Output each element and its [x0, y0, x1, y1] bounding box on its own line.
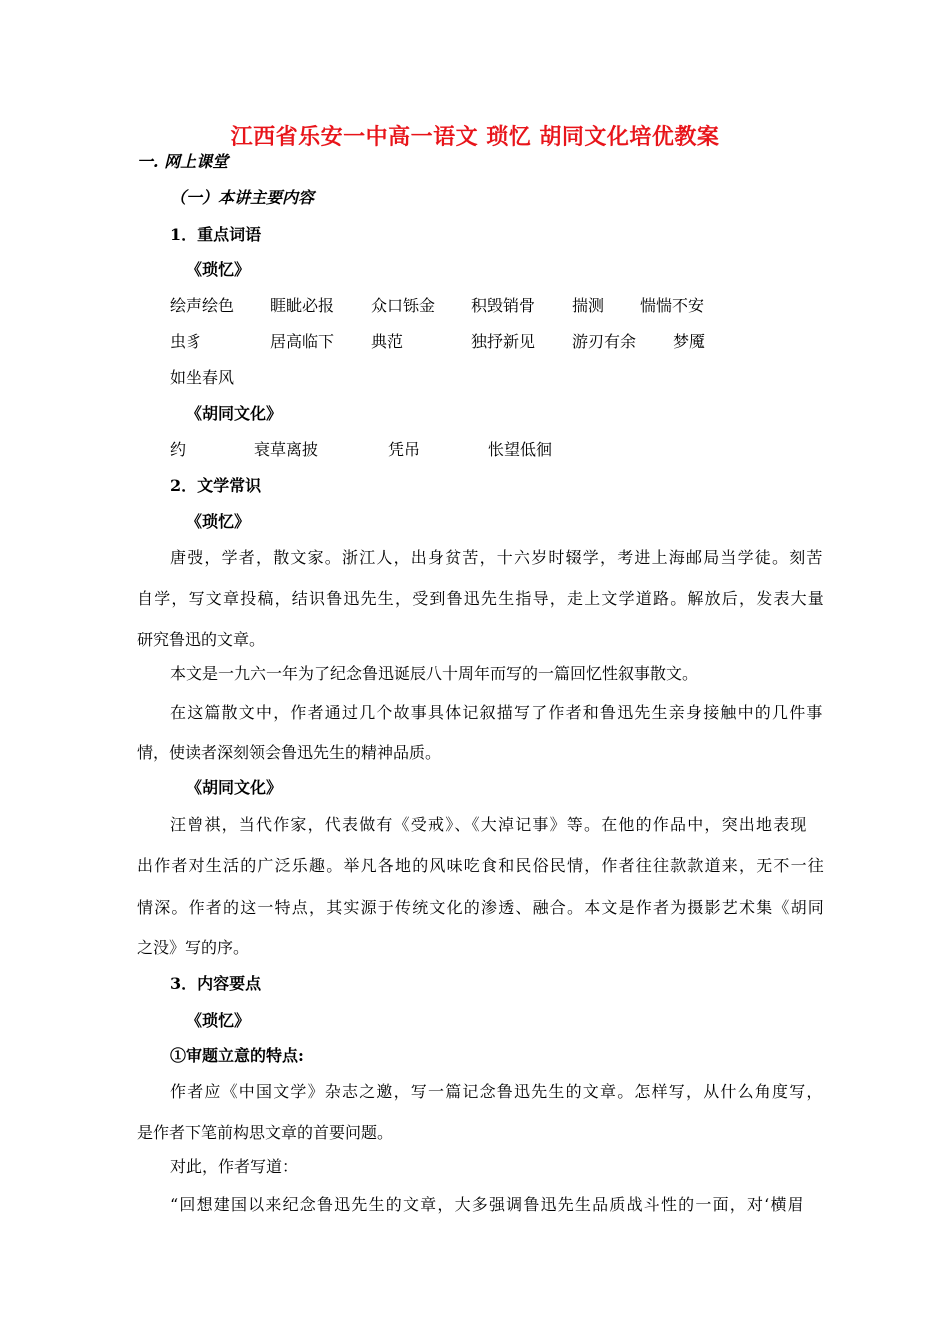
work-title-suoyi: 《琐忆》 — [186, 1011, 251, 1030]
paragraph-line: 在这篇散文中，作者通过几个故事具体记叙描写了作者和鲁迅先生亲身接触中的几件事 — [170, 703, 824, 722]
paragraph-line: 之没》写的序。 — [137, 938, 250, 957]
paragraph-line: 唐弢，学者，散文家。浙江人，出身贫苦，十六岁时辍学，考进上海邮局当学徒。刻苦 — [170, 548, 824, 567]
vocab-word: 凭吊 — [388, 440, 421, 459]
work-title-suoyi: 《琐忆》 — [186, 512, 251, 531]
paragraph-line: 是作者下笔前构思文章的首要问题。 — [137, 1123, 394, 1142]
vocab-word: 虫豸 — [170, 332, 203, 351]
work-title-hutong: 《胡同文化》 — [186, 778, 283, 797]
heading-key-points: 3．内容要点 — [170, 974, 262, 993]
work-title-hutong: 《胡同文化》 — [186, 404, 283, 423]
subsection-heading: （一）本讲主要内容 — [170, 188, 315, 207]
vocab-word: 独抒新见 — [471, 332, 536, 351]
paragraph-line: 自学，写文章投稿，结识鲁迅先生，受到鲁迅先生指导，走上文学道路。解放后，发表大量 — [137, 589, 826, 608]
vocab-word: 睚眦必报 — [270, 296, 335, 315]
paragraph-line: 研究鲁迅的文章。 — [137, 630, 266, 649]
work-title-suoyi: 《琐忆》 — [186, 260, 251, 279]
paragraph-line: 对此，作者写道： — [170, 1157, 299, 1176]
vocab-word: 如坐春风 — [170, 368, 235, 387]
vocab-word: 约 — [170, 440, 187, 459]
vocab-word: 怅望低徊 — [488, 440, 553, 459]
document-title: 江西省乐安一中高一语文 琐忆 胡同文化培优教案 — [230, 124, 720, 150]
paragraph-line: “回想建国以来纪念鲁迅先生的文章，大多强调鲁迅先生品质战斗性的一面，对‘横眉 — [170, 1195, 805, 1214]
heading-key-words: 1．重点词语 — [170, 225, 262, 244]
vocab-word: 游刃有余 — [572, 332, 637, 351]
vocab-word: 绘声绘色 — [170, 296, 235, 315]
section-heading: 一. 网上课堂 — [137, 152, 229, 171]
paragraph-line: 出作者对生活的广泛乐趣。举凡各地的风味吃食和民俗民情，作者往往款款道来，无不一往 — [137, 856, 826, 875]
paragraph-line: 情深。作者的这一特点，其实源于传统文化的渗透、融合。本文是作者为摄影艺术集《胡同 — [137, 898, 826, 917]
vocab-word: 积毁销骨 — [471, 296, 536, 315]
heading-literature: 2．文学常识 — [170, 476, 262, 495]
paragraph-line: 本文是一九六一年为了纪念鲁迅诞辰八十周年而写的一篇回忆性叙事散文。 — [170, 664, 699, 683]
vocab-word: 梦魇 — [673, 332, 706, 351]
vocab-word: 众口铄金 — [371, 296, 436, 315]
paragraph-line: 情，使读者深刻领会鲁迅先生的精神品质。 — [137, 743, 442, 762]
paragraph-line: 作者应《中国文学》杂志之邀，写一篇记念鲁迅先生的文章。怎样写，从什么角度写， — [170, 1082, 824, 1101]
vocab-word: 典范 — [371, 332, 404, 351]
paragraph-line: 汪曾祺，当代作家，代表做有《受戒》、《大淖记事》等。在他的作品中，突出地表现 — [170, 815, 808, 834]
vocab-word: 揣测 — [572, 296, 605, 315]
vocab-word: 惴惴不安 — [640, 296, 705, 315]
point-heading: ①审题立意的特点: — [170, 1046, 304, 1065]
vocab-word: 居高临下 — [270, 332, 335, 351]
vocab-word: 衰草离披 — [254, 440, 319, 459]
